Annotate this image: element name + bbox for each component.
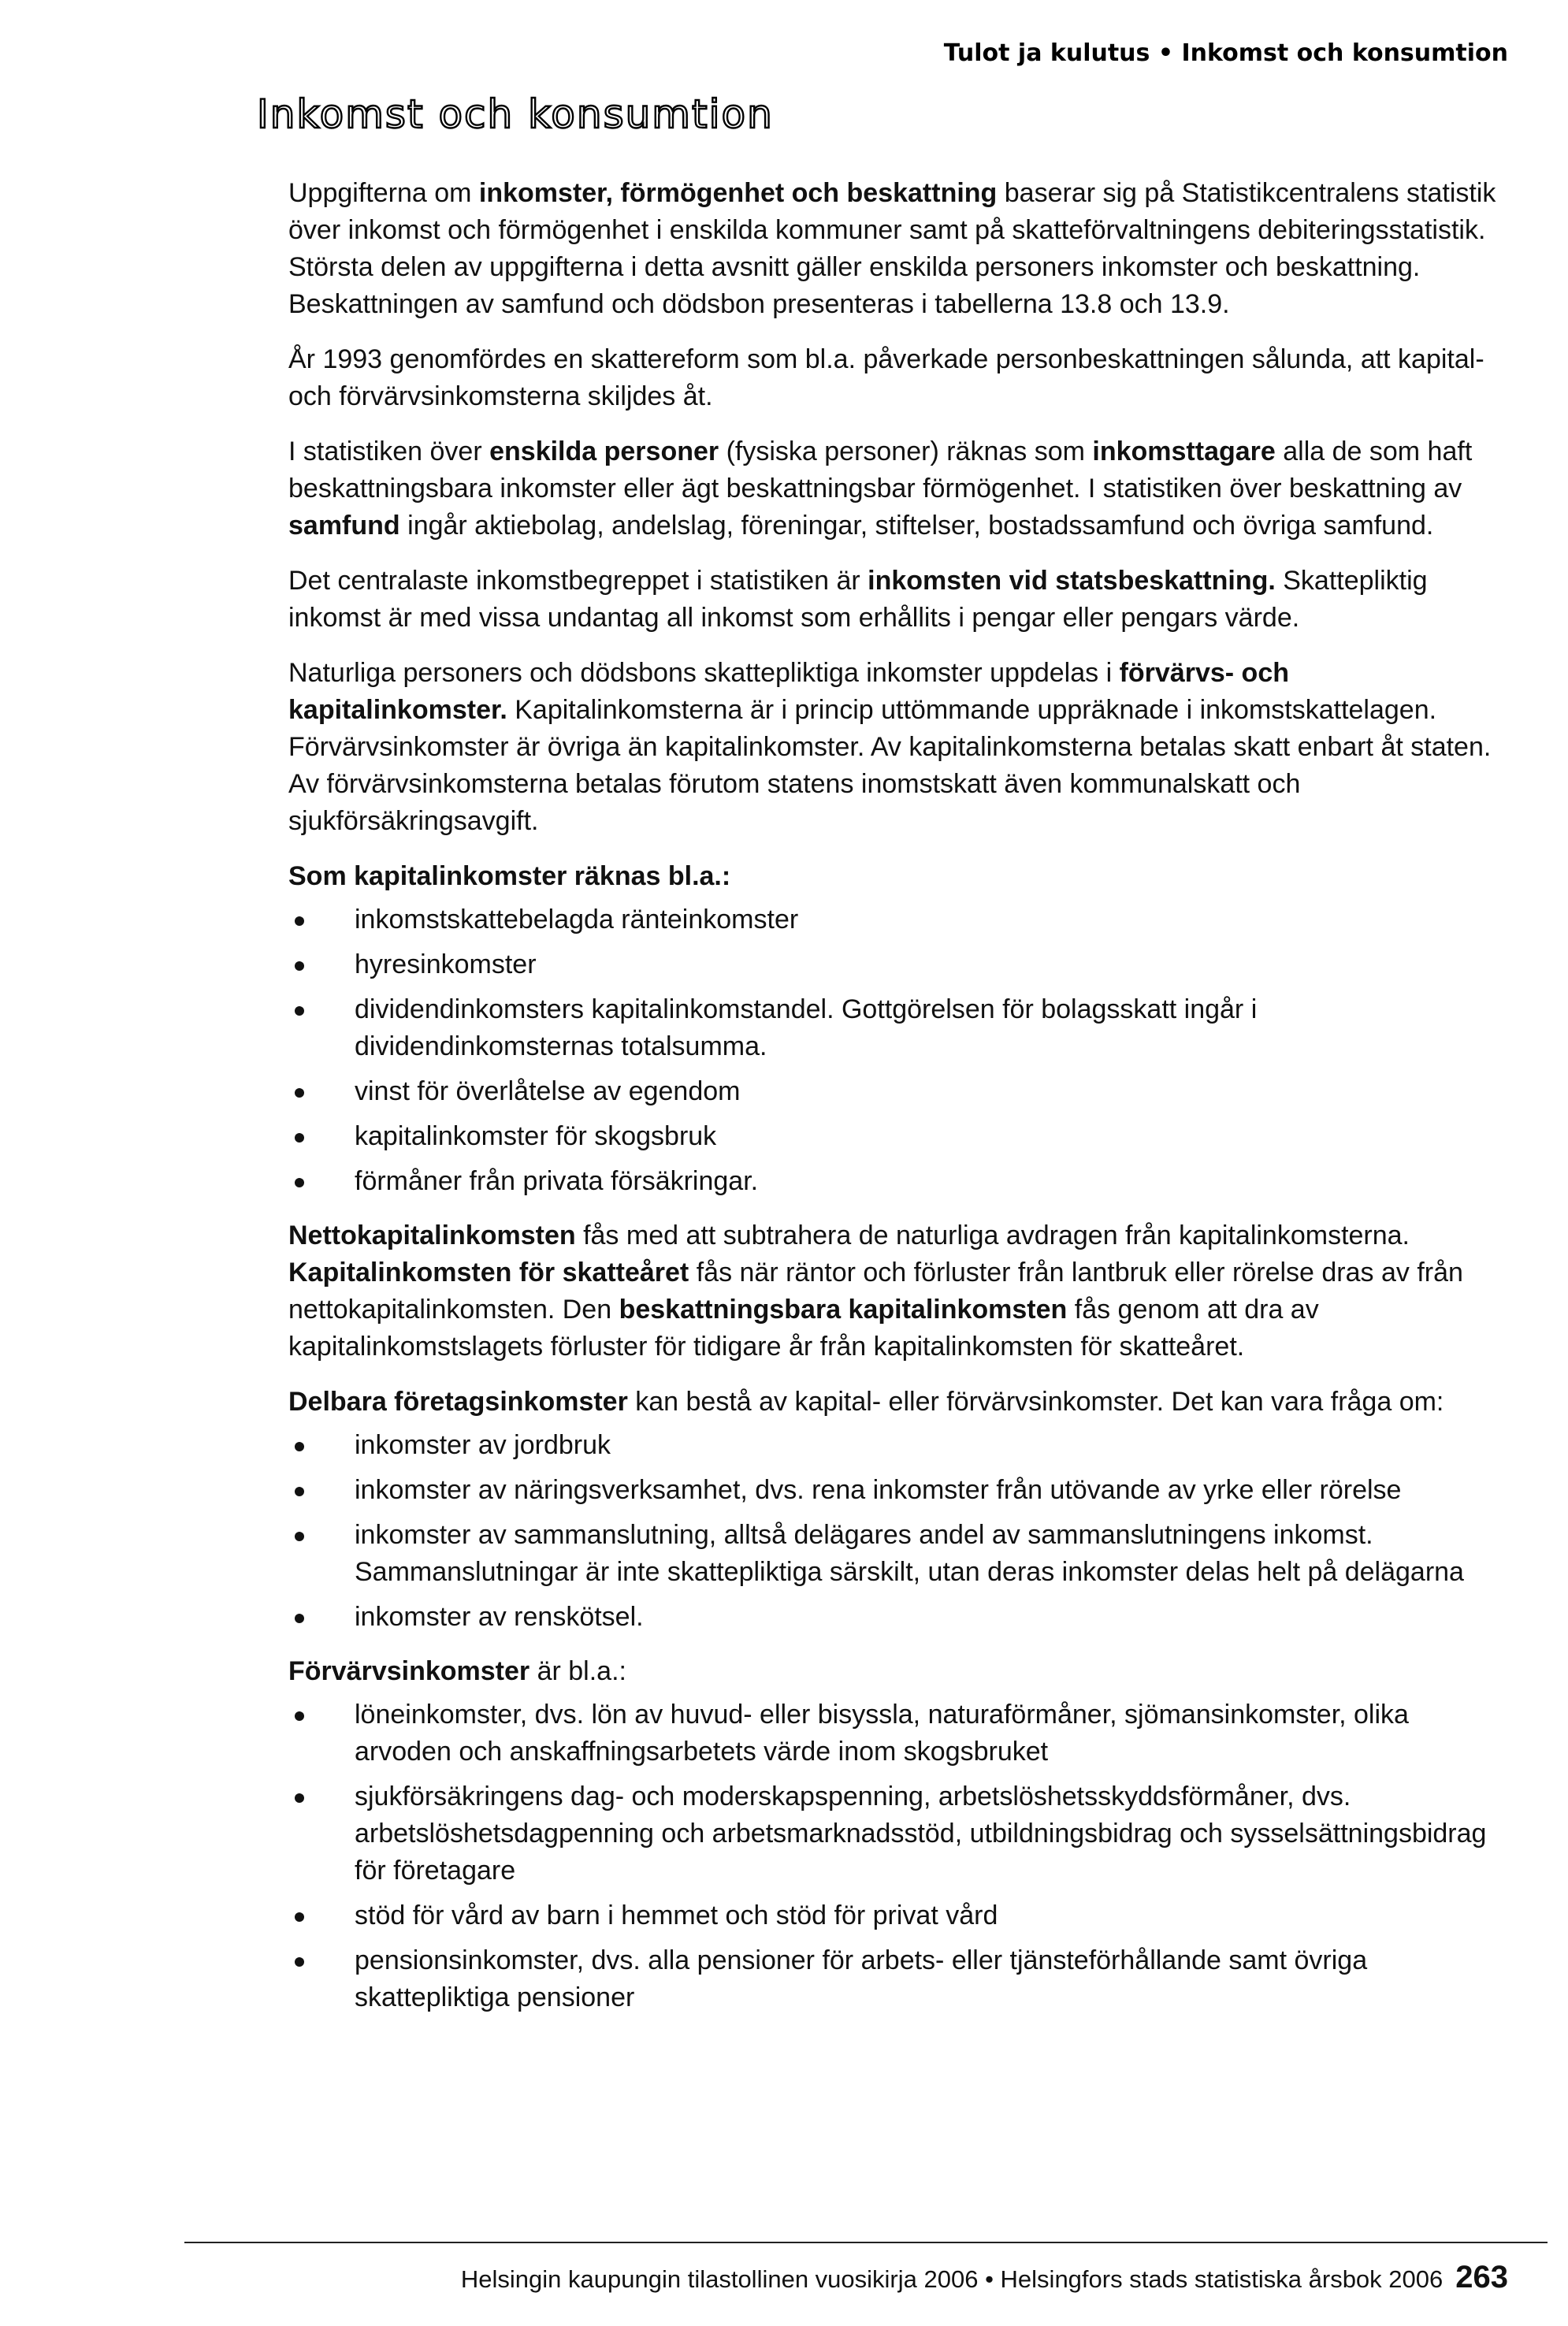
page-title: Inkomst och konsumtion [257, 91, 774, 137]
paragraph-company-income: Delbara företagsinkomster kan bestå av kapital- eller förvärvsinkomster. Det kan vara fråga om: [288, 1387, 1444, 1417]
list-item: förmåner från privata försäkringar. [288, 1163, 1513, 1200]
paragraph-income-concept: Det centralaste inkomstbegreppet i statistiken är inkomsten vid statsbeskattning. Skattepliktig inkomst är med vissa undantag all inkomst som erhållits i pengar eller pengars värde. [288, 566, 1428, 633]
paragraph-persons: I statistiken över enskilda personer (fysiska personer) räknas som inkomsttagare alla de som haft beskattningsbara inkomster eller ägt beskattningsbar förmögenhet. I statistiken över beskattning av samfund ingår aktiebolag, andelslag, föreningar, stiftelser, bostadssamfund och övriga samfund. [288, 437, 1473, 541]
list-item: inkomster av sammanslutning, alltså delägares andel av sammanslutningens inkomst. Sammanslutningar är inte skattepliktiga särskilt, utan deras inkomster delas helt på delägarna [288, 1517, 1513, 1591]
list-item: inkomster av näringsverksamhet, dvs. rena inkomster från utövande av yrke eller rörelse [288, 1472, 1513, 1509]
list-item: dividendinkomsters kapitalinkomstandel. Gottgörelsen för bolagsskatt ingår i dividendinkomsternas totalsumma. [288, 991, 1513, 1065]
list-item: kapitalinkomster för skogsbruk [288, 1118, 1513, 1155]
list-item: sjukförsäkringens dag- och moderskapspenning, arbetslöshetsskyddsförmåner, dvs. arbetslöshetsdagpenning och arbetsmarknadsstöd, utbildningsbidrag och sysselsättningsbidrag för företagare [288, 1778, 1513, 1889]
footer-divider [184, 2242, 1548, 2243]
list-item: inkomstskattebelagda ränteinkomster [288, 901, 1513, 938]
page-number: 263 [1455, 2260, 1508, 2294]
list-item: hyresinkomster [288, 946, 1513, 983]
paragraph-net-capital: Nettokapitalinkomsten fås med att subtrahera de naturliga avdragen från kapitalinkomsterna. Kapitalinkomsten för skatteåret fås när räntor och förluster från lantbruk eller rörelse dras av från nettokapitalinkomsten. Den beskattningsbara kapitalinkomsten fås genom att dra av kapitalinkomstslagets förluster för tidigare år från kapitalinkomsten för skatteåret. [288, 1221, 1463, 1362]
paragraph-intro: Uppgifterna om inkomster, förmögenhet och beskattning baserar sig på Statistikcentralens statistik över inkomst och förmögenhet i enskilda kommuner samt på skatteförvaltningens debiteringsstatistik. Största delen av uppgifterna i detta avsnitt gäller enskilda personers inkomster och beskattning. Beskattningen av samfund och dödsbon presenteras i tabellerna 13.8 och 13.9. [288, 178, 1496, 319]
list-item: pensionsinkomster, dvs. alla pensioner för arbets- eller tjänsteförhållande samt övriga skattepliktiga pensioner [288, 1942, 1513, 2016]
page-footer [461, 2260, 1508, 2295]
footer-text: Helsingin kaupungin tilastollinen vuosikirja 2006 • Helsingfors stads statistiska årsbok 2006 [460, 2265, 1444, 2293]
company-income-list [288, 1427, 1513, 1636]
earned-income-heading: Förvärvsinkomster är bl.a.: [288, 1656, 626, 1686]
capital-income-list [288, 901, 1513, 1200]
earned-income-list [288, 1696, 1513, 2016]
list-item: vinst för överlåtelse av egendom [288, 1073, 1513, 1110]
paragraph-tax-reform: År 1993 genomfördes en skattereform som bl.a. påverkade personbeskattningen sålunda, att kapital- och förvärvsinkomsterna skiljdes åt. [288, 344, 1484, 411]
list-item: inkomster av renskötsel. [288, 1599, 1513, 1636]
running-head: Tulot ja kulutus • Inkomst och konsumtion [943, 39, 1508, 67]
capital-income-heading: Som kapitalinkomster räknas bl.a.: [288, 861, 731, 891]
body-text [288, 175, 1513, 2034]
list-item: löneinkomster, dvs. lön av huvud- eller bisyssla, naturaförmåner, sjömansinkomster, olika arvoden och anskaffningsarbetets värde inom skogsbruket [288, 1696, 1513, 1771]
list-item: stöd för vård av barn i hemmet och stöd för privat vård [288, 1897, 1513, 1934]
paragraph-income-types: Naturliga personers och dödsbons skattepliktiga inkomster uppdelas i förvärvs- och kapitalinkomster. Kapitalinkomsterna är i princip uttömmande uppräknade i inkomstskattelagen. Förvärvsinkomster är övriga än kapitalinkomster. Av kapitalinkomsterna betalas skatt enbart åt staten. Av förvärvsinkomsterna betalas förutom statens inomstskatt även kommunalskatt och sjukförsäkringsavgift. [288, 658, 1492, 836]
list-item: inkomster av jordbruk [288, 1427, 1513, 1464]
